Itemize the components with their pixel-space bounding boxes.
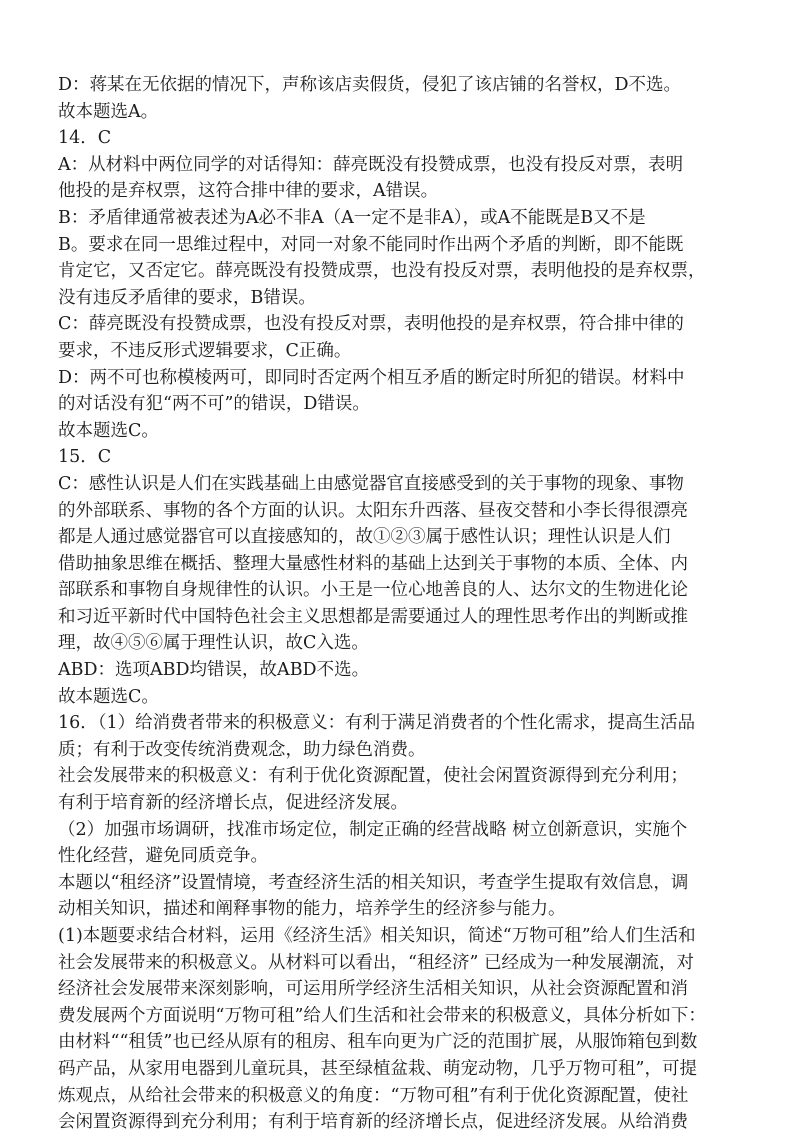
text-line: 故本题选C。 (58, 686, 159, 707)
text-line: 码产品，从家用电器到儿童玩具，甚至绿植盆栽、萌宠动物，几乎万物可租”，可提 (58, 1058, 697, 1079)
text-line: 部联系和事物自身规律性的认识。小王是一位心地善良的人、达尔文的生物进化论 (58, 580, 688, 601)
text-line: 肯定它，又否定它。薛亮既没有投赞成票，也没有投反对票，表明他投的是弃权票， (58, 261, 706, 282)
text-line: 社会发展带来的积极意义。从材料可以看出，“租经济” 已经成为一种发展潮流，对 (58, 952, 694, 973)
text-line: 故本题选A。 (58, 101, 159, 122)
text-line: 要求，不违反形式逻辑要求，C正确。 (58, 340, 352, 361)
text-line: D：两不可也称模棱两可，即同时否定两个相互矛盾的断定时所犯的错误。材料中 (58, 367, 685, 388)
text-line: 炼观点，从给社会带来的积极意义的角度：“万物可租”有利于优化资源配置，使社 (58, 1085, 689, 1106)
text-line: 理，故④⑤⑥属于理性认识，故C入选。 (58, 633, 369, 654)
text-line: B。要求在同一思维过程中，对同一对象不能同时作出两个矛盾的判断，即不能既 (58, 234, 684, 255)
text-line: 没有违反矛盾律的要求，B错误。 (58, 287, 316, 308)
text-line: A：从材料中两位同学的对话得知：薛亮既没有投赞成票，也没有投反对票，表明 (58, 154, 684, 175)
text-line: 会闲置资源得到充分利用；有利于培育新的经济增长点，促进经济发展。从给消费 (58, 1112, 688, 1133)
text-line: C：感性认识是人们在实践基础上由感觉器官直接感受到的关于事物的现象、事物 (58, 473, 684, 494)
text-line: 质；有利于改变传统消费观念，助力绿色消费。 (58, 739, 426, 760)
text-line: 经济社会发展带来深刻影响，可运用所学经济生活相关知识，从社会资源配置和消 (58, 979, 688, 1000)
text-line: B：矛盾律通常被表述为A必不非A（A一定不是非A），或A不能既是B又不是 (58, 207, 646, 228)
text-line: 动相关知识，描述和阐释事物的能力，培养学生的经济参与能力。 (58, 899, 566, 920)
text-line: 费发展两个方面说明“万物可租”给人们生活和社会带来的积极意义，具体分析如下： (58, 1005, 706, 1026)
text-line: 的外部联系、事物的各个方面的认识。太阳东升西落、昼夜交替和小李长得很漂亮 (58, 500, 688, 521)
text-line: 性化经营，避免同质竞争。 (58, 846, 268, 867)
text-line: 和习近平新时代中国特色社会主义思想都是需要通过人的理性思考作出的判断或推 (58, 606, 688, 627)
text-line: 由材料““租赁”也已经从原有的租房、租车向更为广泛的范围扩展，从服饰箱包到数 (58, 1032, 698, 1053)
text-line: D：蒋某在无依据的情况下，声称该店卖假货，侵犯了该店铺的名誉权，D不选。 (58, 75, 682, 95)
text-line: 本题以“租经济”设置情境，考查经济生活的相关知识，考查学生提取有效信息，调 (58, 872, 689, 893)
text-line: 借助抽象思维在概括、整理大量感性材料的基础上达到关于事物的本质、全体、内 (58, 553, 688, 574)
text-line: 他投的是弃权票，这符合排中律的要求，A错误。 (58, 181, 439, 202)
text-line: 有利于培育新的经济增长点，促进经济发展。 (58, 793, 408, 814)
text-line: (1)本题要求结合材料，运用《经济生活》相关知识，简述“万物可租”给人们生活和 (58, 926, 696, 946)
text-line: 16．（1）给消费者带来的积极意义：有利于满足消费者的个性化需求，提高生活品 (58, 713, 696, 734)
text-line: 14．C (58, 128, 112, 149)
text-line: ABD：选项ABD均错误，故ABD不选。 (58, 660, 370, 681)
text-line: 社会发展带来的积极意义：有利于优化资源配置，使社会闲置资源得到充分利用； (58, 766, 688, 787)
page-footer-faint (150, 1108, 710, 1118)
text-line: 15．C (58, 447, 112, 468)
text-line: （2）加强市场调研，找准市场定位，制定正确的经营战略 树立创新意识，实施个 (58, 819, 688, 840)
text-line: 的对话没有犯“两不可”的错误，D错误。 (58, 394, 370, 415)
text-line: 故本题选C。 (58, 420, 159, 441)
text-line: 都是人通过感觉器官可以直接感知的，故①②③属于感性认识；理性认识是人们 (58, 527, 671, 548)
answer-text-body (58, 72, 760, 1136)
text-line: C：薛亮既没有投赞成票，也没有投反对票，表明他投的是弃权票，符合排中律的 (58, 314, 684, 335)
